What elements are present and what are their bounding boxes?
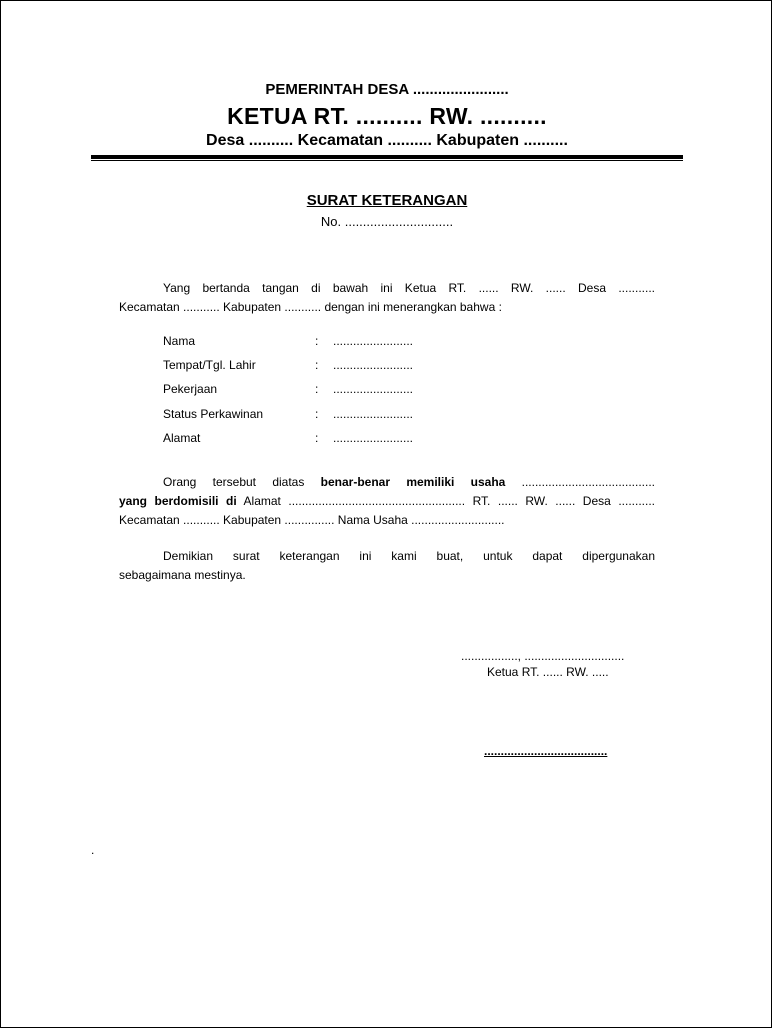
field-colon: : [315,358,319,373]
signature-place-date: ................., .............................. [461,649,625,663]
letterhead-rule-thick [91,155,683,159]
business-paragraph [119,473,655,530]
closing-line-1-text: Demikian surat keterangan ini kami buat, untuk dapat dipergunakan [163,549,655,563]
closing-line-1 [119,547,655,566]
document-title-text: SURAT KETERANGAN [306,192,468,209]
field-label: Nama [163,334,196,348]
field-label: Status Perkawinan [163,406,264,421]
document-title [1,192,772,209]
field-colon: : [315,406,319,421]
business-line-1 [119,473,655,492]
letterhead-office: KETUA RT. .......... RW. .......... [227,103,547,129]
stray-mark: . [91,843,95,857]
field-colon: : [315,334,319,348]
field-label: Tempat/Tgl. Lahir [163,358,256,373]
business-line-3: Kecamatan ........... Kabupaten ............... Nama Usaha ............................ [119,513,505,527]
field-value: ........................ [333,358,414,373]
field-value: ........................ [333,334,414,348]
signature-role: Ketua RT. ...... RW. ..... [487,665,609,679]
field-value: ........................ [333,430,414,445]
intro-line-1 [119,279,655,298]
field-colon: : [315,430,319,445]
field-value: ........................ [333,382,414,397]
field-colon: : [315,382,319,397]
field-value: ........................ [333,406,414,421]
intro-paragraph [119,279,655,317]
intro-line-2: Kecamatan ........... Kabupaten ........... dengan ini menerangkan bahwa : [119,300,502,314]
letterhead-rule-thin [91,160,683,161]
closing-paragraph [119,547,655,585]
business-line-1-bold: benar-benar memiliki usaha [320,475,506,489]
business-line-1-suffix: ........................................ [505,475,655,489]
field-label: Pekerjaan [163,382,218,397]
document-number: No. .............................. [320,214,454,229]
field-label: Alamat [163,430,201,445]
business-line-2 [119,492,655,511]
business-line-2-suffix: Alamat ..................................................... RT. ...... RW. ...... Desa ........... [236,494,655,508]
intro-line-1-text: Yang bertanda tangan di bawah ini Ketua RT. ...... RW. ...... Desa ........... [163,281,655,295]
business-line-1-prefix: Orang tersebut diatas [163,475,321,489]
closing-line-2: sebagaimana mestinya. [119,568,246,582]
signature-name: ..................................... [484,744,608,758]
business-line-2-bold: yang berdomisili di [119,494,237,508]
letterhead-region: Desa .......... Kecamatan .......... Kabupaten .......... [206,132,568,149]
letterhead-government: PEMERINTAH DESA ....................... [265,81,509,98]
